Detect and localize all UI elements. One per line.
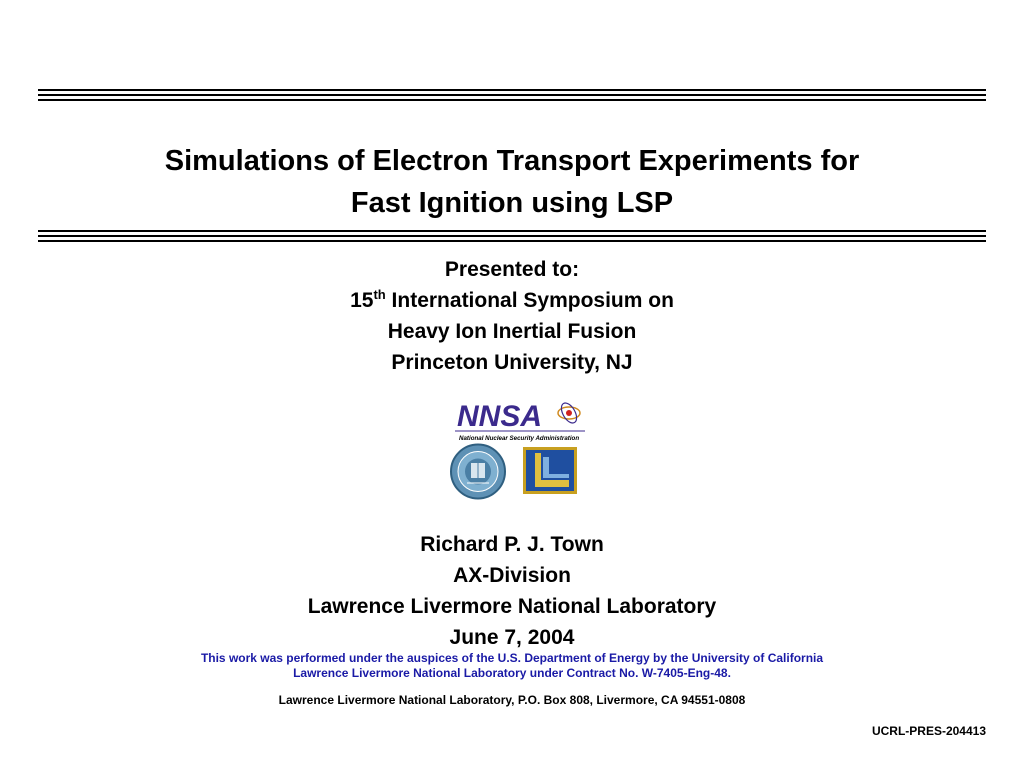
slide-title [0, 140, 1024, 224]
nnsa-logo [437, 395, 587, 443]
symposium-line [0, 285, 1024, 316]
author-name: Richard P. J. Town [420, 533, 604, 556]
university-seal-icon [447, 443, 509, 500]
disclaimer-line-2: Lawrence Livermore National Laboratory under Contract No. W-7405-Eng-48. [293, 666, 731, 680]
middle-rule-lines [38, 230, 986, 245]
author-lab: Lawrence Livermore National Laboratory [307, 595, 717, 618]
symposium-name: International Symposium on [385, 289, 674, 312]
venue: Princeton University, NJ [391, 351, 633, 374]
rule-line [38, 240, 986, 242]
rule-line [38, 230, 986, 232]
report-number: UCRL-PRES-204413 [871, 724, 986, 738]
logo-group [0, 395, 1024, 500]
conference-name: Heavy Ion Inertial Fusion [387, 320, 637, 343]
llnl-logo-icon [523, 447, 577, 494]
title-line-2: Fast Ignition using LSP [350, 187, 674, 219]
disclaimer-block [0, 651, 1024, 681]
presented-to-block [0, 254, 1024, 378]
rule-line [38, 89, 986, 91]
top-rule-lines [38, 89, 986, 104]
presentation-date: June 7, 2004 [449, 626, 575, 649]
rule-line [38, 94, 986, 96]
author-division: AX-Division [453, 564, 571, 587]
disclaimer-line-1: This work was performed under the auspices of the U.S. Department of Energy by the University of California [200, 651, 824, 665]
ordinal-number: 15 [350, 289, 374, 312]
rule-line [38, 99, 986, 101]
lab-address: Lawrence Livermore National Laboratory, P.O. Box 808, Livermore, CA 94551-0808 [278, 693, 746, 707]
nnsa-logo-subtitle: National Nuclear Security Administration [459, 435, 580, 442]
presented-label: Presented to: [444, 258, 580, 281]
nnsa-logo-text: NNSA [457, 400, 543, 433]
title-line-1: Simulations of Electron Transport Experiments for [164, 145, 860, 177]
author-block [0, 529, 1024, 653]
rule-line [38, 235, 986, 237]
ordinal-suffix: th [373, 287, 386, 302]
